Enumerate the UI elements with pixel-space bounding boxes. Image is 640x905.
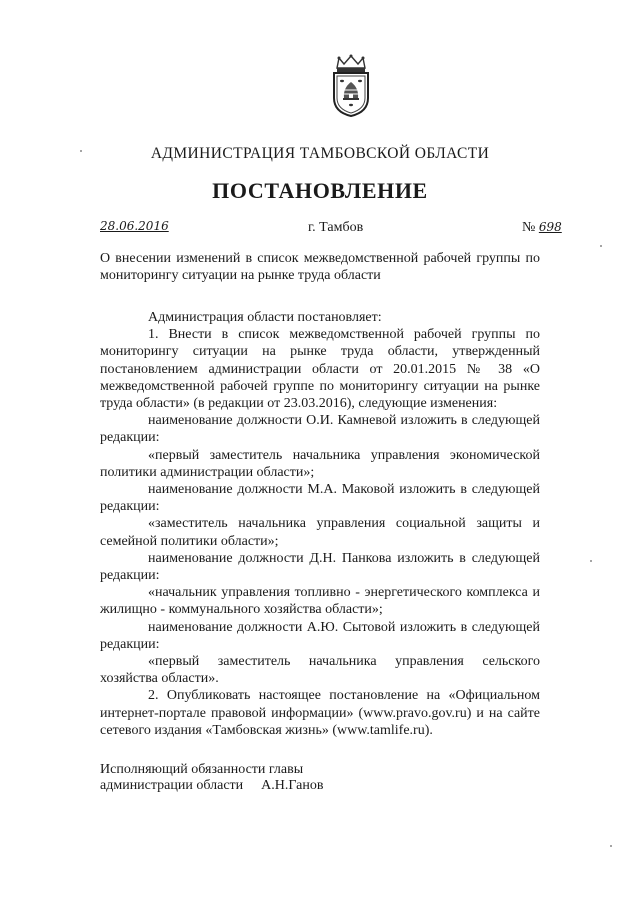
document-city: г. Тамбов	[308, 220, 364, 235]
document-subject: О внесении изменений в список межведомственной рабочей группы по мониторингу ситуации на рынке труда области	[100, 251, 540, 283]
number-label: №	[522, 220, 536, 235]
body-paragraph: «первый заместитель начальника управления сельского хозяйства области».	[100, 654, 540, 687]
body-paragraph: наименование должности Д.Н. Панкова изложить в следующей редакции:	[100, 550, 540, 584]
body-paragraph: «первый заместитель начальника управления экономической политики администрации области»;	[100, 447, 540, 480]
scan-speck	[600, 245, 602, 247]
signatory-name: А.Н.Ганов	[261, 778, 324, 793]
signature-position-line2	[100, 778, 323, 794]
organization-name: АДМИНИСТРАЦИЯ ТАМБОВСКОЙ ОБЛАСТИ	[150, 145, 490, 162]
body-paragraph: наименование должности А.Ю. Сытовой изложить в следующей редакции:	[100, 619, 540, 652]
document-number	[522, 220, 562, 236]
number-value: 698	[538, 220, 562, 234]
signature-position-text: администрации области	[100, 778, 244, 793]
body-paragraph: Администрация области постановляет:	[148, 310, 382, 325]
body-paragraph: наименование должности О.И. Камневой изложить в следующей редакции:	[100, 413, 540, 446]
document-body	[100, 309, 540, 739]
scan-speck	[610, 845, 612, 847]
signature-position-line1: Исполняющий обязанности главы	[100, 762, 304, 777]
body-paragraph: «начальник управления топливно - энергетического комплекса и жилищно - коммунального хозяйства области»;	[100, 585, 540, 618]
scan-speck	[80, 150, 82, 152]
body-paragraph: 1. Внести в список межведомственной рабочей группы по мониторингу ситуации на рынке труда области, утвержденный постановлением администрации области от 20.01.2015 № 38 «О межведомственной рабочей группе по мониторингу ситуации на рынке труда области» (в редакции от 23.03.2016), следующие изменения:	[100, 327, 540, 412]
body-paragraph: наименование должности М.А. Маковой изложить в следующей редакции:	[100, 482, 540, 515]
body-paragraph: 2. Опубликовать настоящее постановление на «Официальном интернет-портале правовой информации» (www.pravo.gov.ru) и на сайте сетевого издания «Тамбовская жизнь» (www.tamlife.ru).	[100, 688, 540, 738]
body-paragraph: «заместитель начальника управления социальной защиты и семейной политики области»;	[100, 516, 540, 549]
scan-speck	[590, 560, 592, 562]
document-type-title: ПОСТАНОВЛЕНИЕ	[212, 178, 428, 203]
document-date: 28.06.2016	[100, 219, 169, 233]
signature-block	[100, 762, 323, 794]
coat-of-arms-icon	[329, 54, 373, 118]
